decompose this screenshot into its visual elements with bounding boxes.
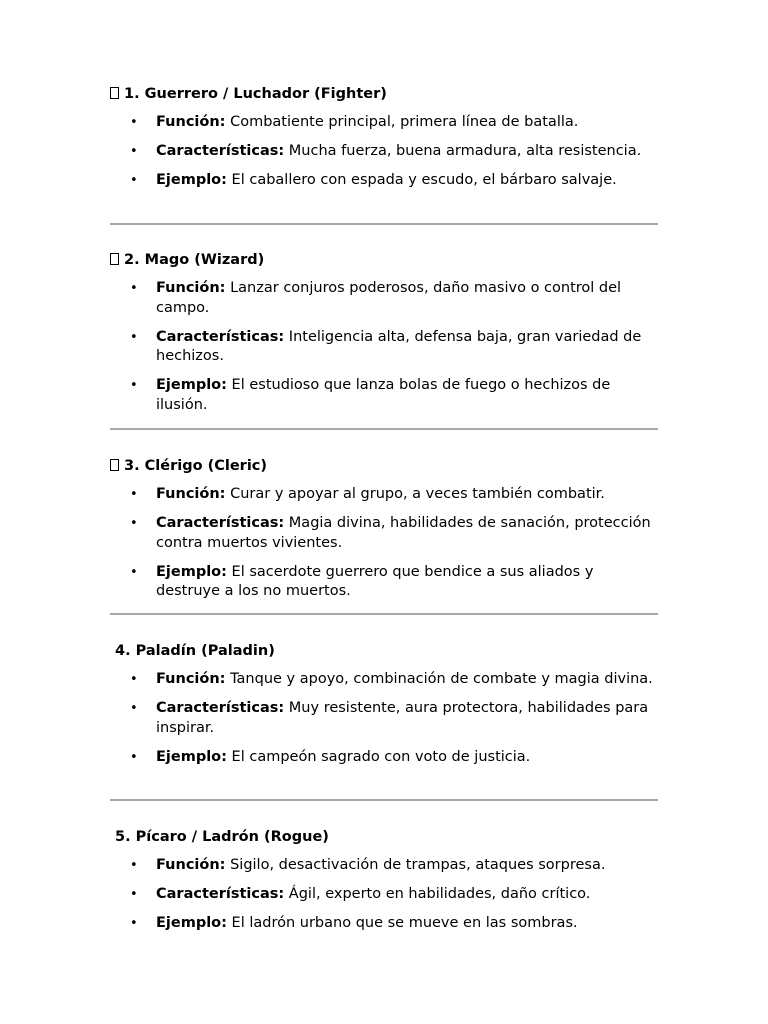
list-item <box>110 113 658 133</box>
item-label: Ejemplo: <box>156 748 227 765</box>
item-text: Ágil, experto en habilidades, daño crítico. <box>288 886 591 903</box>
bullet-icon: • <box>130 701 138 717</box>
item-text: Muy resistente, aura protectora, habilidades para inspirar. <box>156 700 649 736</box>
list-item <box>110 171 658 191</box>
list-item <box>110 563 658 602</box>
section-paladin <box>110 641 658 767</box>
section-heading <box>110 84 658 104</box>
missing-glyph-icon <box>110 253 119 265</box>
item-label: Ejemplo: <box>156 172 227 189</box>
item-text: El caballero con espada y escudo, el bárbaro salvaje. <box>231 172 617 189</box>
item-label: Características: <box>156 515 285 532</box>
list-item <box>110 748 658 768</box>
bullet-list <box>110 485 658 602</box>
bullet-icon: • <box>130 115 138 130</box>
bullet-icon: • <box>130 916 138 932</box>
missing-glyph-icon <box>110 87 119 99</box>
section-heading <box>110 641 658 661</box>
list-item <box>110 485 658 505</box>
item-text: El campeón sagrado con voto de justicia. <box>231 748 531 765</box>
bullet-list <box>110 113 658 191</box>
missing-glyph-icon <box>110 459 119 471</box>
item-label: Características: <box>156 328 285 345</box>
bullet-icon: • <box>130 378 138 394</box>
item-label: Función: <box>156 486 226 502</box>
list-item <box>110 376 658 415</box>
item-text: El estudioso que lanza bolas de fuego o hechizos de ilusión. <box>156 377 611 413</box>
bullet-icon: • <box>130 749 138 765</box>
section-cleric <box>110 456 658 602</box>
item-text: Inteligencia alta, defensa baja, gran variedad de hechizos. <box>156 328 642 365</box>
section-heading <box>110 250 658 270</box>
bullet-icon: • <box>130 144 138 160</box>
list-item <box>110 142 658 162</box>
section-title: 4. Paladín (Paladin) <box>115 643 275 659</box>
list-item <box>110 670 658 690</box>
section-wizard <box>110 250 658 416</box>
item-text: Lanzar conjuros poderosos, daño masivo o control del campo. <box>156 280 622 316</box>
list-item <box>110 856 658 876</box>
item-label: Ejemplo: <box>156 563 227 580</box>
list-item <box>110 514 658 553</box>
item-label: Función: <box>156 280 226 296</box>
section-divider <box>110 613 658 615</box>
item-text: Magia divina, habilidades de sanación, protección contra muertos vivientes. <box>156 515 651 551</box>
list-item <box>110 328 658 367</box>
item-text: Combatiente principal, primera línea de batalla. <box>230 114 579 130</box>
list-item <box>110 699 658 738</box>
section-divider <box>110 223 658 225</box>
bullet-icon: • <box>130 487 138 502</box>
list-item <box>110 279 658 318</box>
bullet-icon: • <box>130 516 138 532</box>
bullet-list <box>110 279 658 416</box>
item-text: El ladrón urbano que se mueve en las sombras. <box>231 915 578 932</box>
bullet-icon: • <box>130 329 138 345</box>
item-text: Tanque y apoyo, combinación de combate y magia divina. <box>230 671 653 687</box>
item-label: Ejemplo: <box>156 915 227 932</box>
list-item <box>110 914 658 934</box>
bullet-icon: • <box>130 858 138 873</box>
section-heading <box>110 827 658 847</box>
item-label: Función: <box>156 857 226 873</box>
item-label: Características: <box>156 143 285 160</box>
bullet-icon: • <box>130 887 138 903</box>
bullet-icon: • <box>130 672 138 687</box>
item-text: Mucha fuerza, buena armadura, alta resistencia. <box>288 143 642 160</box>
item-text: Curar y apoyar al grupo, a veces también combatir. <box>230 486 605 502</box>
item-label: Función: <box>156 114 226 130</box>
bullet-list <box>110 670 658 767</box>
section-title: 1. Guerrero / Luchador (Fighter) <box>124 86 387 102</box>
item-label: Características: <box>156 886 285 903</box>
section-fighter <box>110 84 658 191</box>
bullet-icon: • <box>130 173 138 189</box>
section-divider <box>110 428 658 430</box>
list-item <box>110 885 658 905</box>
item-label: Función: <box>156 671 226 687</box>
item-label: Ejemplo: <box>156 377 227 394</box>
section-title: 5. Pícaro / Ladrón (Rogue) <box>115 829 329 845</box>
section-title: 2. Mago (Wizard) <box>124 252 265 268</box>
section-heading <box>110 456 658 476</box>
section-title: 3. Clérigo (Cleric) <box>124 458 268 474</box>
bullet-list <box>110 856 658 934</box>
item-label: Características: <box>156 700 285 717</box>
bullet-icon: • <box>130 564 138 580</box>
bullet-icon: • <box>130 281 138 296</box>
item-text: Sigilo, desactivación de trampas, ataques sorpresa. <box>230 857 606 873</box>
section-divider <box>110 799 658 801</box>
section-rogue <box>110 827 658 934</box>
item-text: El sacerdote guerrero que bendice a sus aliados y destruye a los no muertos. <box>156 563 594 600</box>
